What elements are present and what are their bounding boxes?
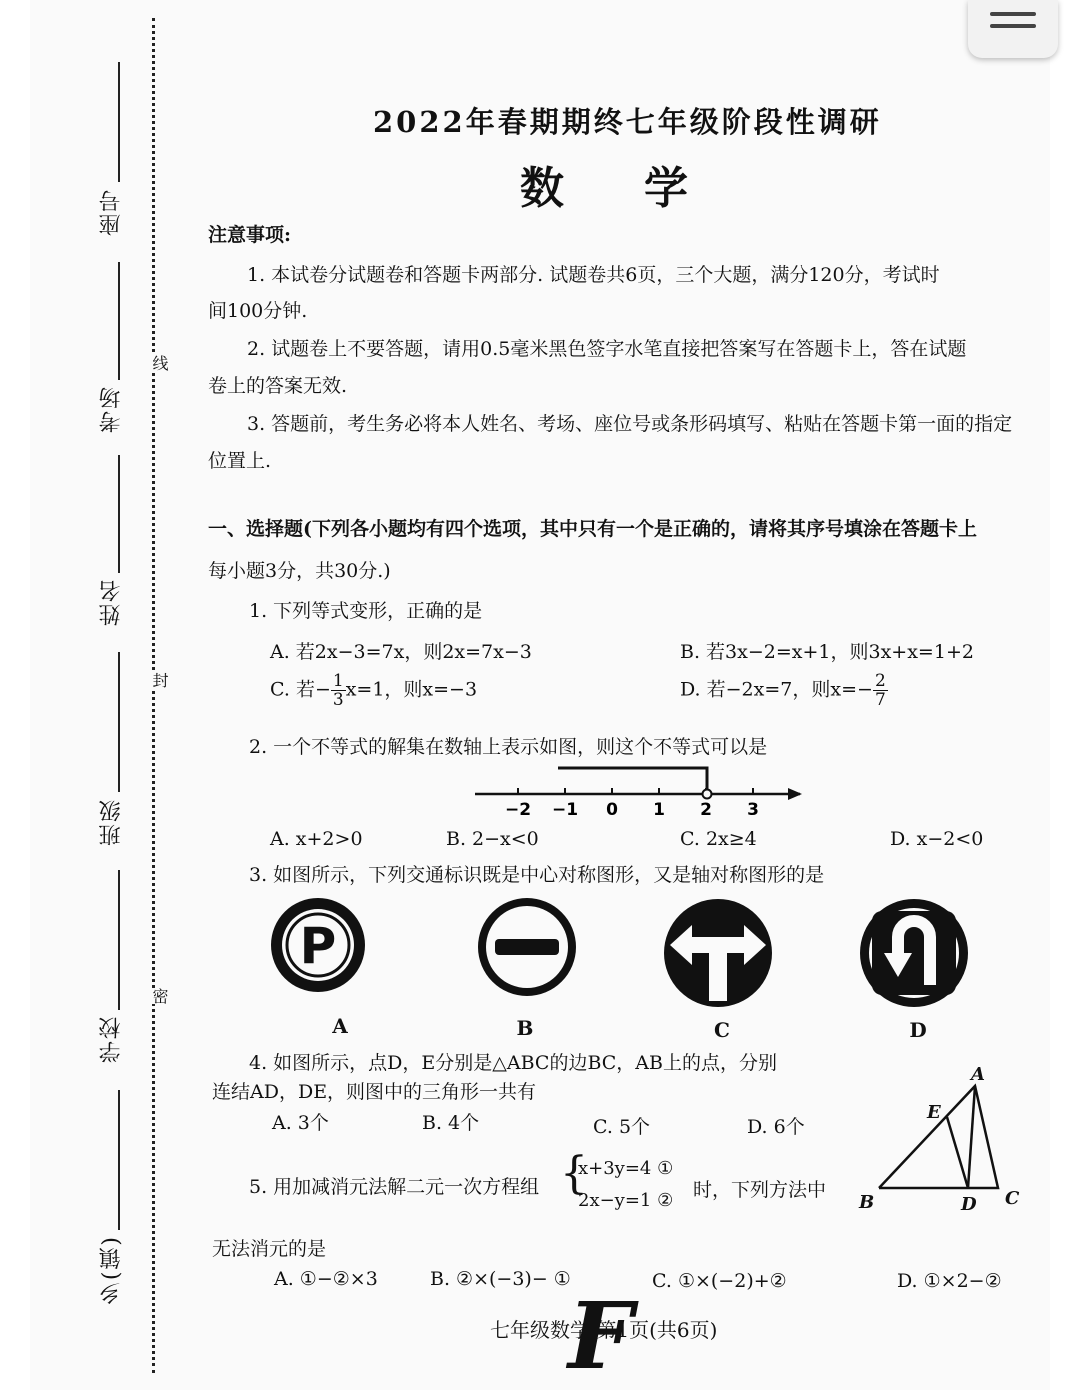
point-e-label: E (927, 1102, 941, 1123)
point-a-label: A (971, 1064, 985, 1085)
q5-equation-2: 2x−y=1 ② (578, 1190, 674, 1211)
turn-left-right-sign-icon (662, 897, 774, 1009)
township-line (118, 1090, 120, 1230)
seat-number-line (118, 62, 120, 182)
number-line-tick-label: −2 (504, 800, 532, 820)
notice-item-3-cont: 位置上. (208, 450, 272, 472)
q5-stem-end: 无法消元的是 (212, 1238, 327, 1260)
page-footer: 七年级数学 第1页(共6页) (490, 1318, 718, 1342)
hamburger-menu-icon-bar (990, 24, 1036, 28)
q1-option-b: B. 若3x−2=x+1，则3x+x=1+2 (680, 641, 974, 663)
notice-item-1-cont: 间100分钟. (208, 300, 308, 322)
open-circle-point (703, 790, 712, 799)
name-line (118, 455, 120, 573)
notice-heading: 注意事项: (208, 224, 292, 246)
parking-sign-icon (268, 895, 368, 995)
no-entry-sign-icon (475, 895, 579, 999)
exam-title: 2022年春期期终七年级阶段性调研 (373, 105, 882, 139)
q2-option-d: D. x−2<0 (890, 828, 984, 850)
q4-stem-cont: 连结AD，DE，则图中的三角形一共有 (212, 1081, 537, 1103)
seal-mark-secret: 密 (150, 988, 169, 1004)
equation-brace: { (560, 1148, 588, 1199)
q1-option-c-fraction (331, 672, 346, 709)
q1-option-d-fraction (873, 672, 888, 709)
section-1-heading: 一、选择题(下列各小题均有四个选项，其中只有一个是正确的，请将其序号填涂在答题卡上 (208, 518, 977, 540)
q2-stem: 2. 一个不等式的解集在数轴上表示如图，则这个不等式可以是 (249, 736, 768, 758)
class-line (118, 652, 120, 792)
school-label: 学校 (99, 1015, 124, 1063)
number-line-tick-label: 2 (700, 800, 712, 820)
notice-item-1: 1. 本试卷分试题卷和答题卡两部分. 试题卷共6页，三个大题，满分120分，考试时 (247, 264, 940, 286)
sign-d-label: D (909, 1018, 927, 1042)
notice-item-2: 2. 试题卷上不要答题，请用0.5毫米黑色签字水笔直接把答案写在答题卡上，答在试题 (247, 338, 967, 360)
q1-option-a: A. 若2x−3=7x，则2x=7x−3 (270, 641, 532, 663)
notice-item-2-cont: 卷上的答案无效. (208, 375, 348, 397)
q4-stem: 4. 如图所示，点D，E分别是△ABC的边BC，AB上的点，分别 (249, 1052, 777, 1074)
q5-option-b: B. ②×(−3)− ① (430, 1268, 571, 1290)
q5-option-c: C. ①×(−2)+② (652, 1270, 787, 1292)
q5-stem: 5. 用加减消元法解二元一次方程组 (249, 1176, 540, 1198)
q1-option-d-prefix: D. 若−2x=7，则x=− (680, 678, 873, 701)
q4-option-b: B. 4个 (422, 1112, 480, 1134)
q4-option-d: D. 6个 (747, 1116, 805, 1138)
number-line-diagram (470, 760, 810, 822)
section-1-heading-cont: 每小题3分，共30分.) (208, 560, 391, 582)
name-label: 姓名 (99, 578, 124, 626)
q1-option-c-denominator: 3 (332, 690, 344, 710)
q5-equation-1: x+3y=4 ① (578, 1158, 674, 1179)
number-line-tick-label: 0 (606, 800, 618, 820)
point-d-label: D (961, 1194, 977, 1214)
notice-item-3: 3. 答题前，考生务必将本人姓名、考场、座位号或条形码填写、粘贴在答题卡第一面的指定 (247, 413, 1013, 435)
sign-a-label: A (332, 1014, 348, 1038)
q1-option-c-suffix: x=1，则x=−3 (345, 678, 478, 701)
number-line-tick-label: −1 (551, 800, 579, 820)
subject-title: 数学 (520, 163, 768, 214)
q5-option-d: D. ①×2−② (897, 1270, 1002, 1292)
school-line (118, 870, 120, 1010)
q2-option-c: C. 2x≥4 (680, 828, 757, 850)
segment-de (947, 1117, 968, 1188)
q2-option-b: B. 2−x<0 (446, 828, 539, 850)
q1-stem: 1. 下列等式变形，正确的是 (249, 600, 483, 622)
sign-b-label: B (516, 1016, 534, 1040)
triangle-diagram (855, 1062, 1030, 1214)
q5-option-a: A. ①−②×3 (274, 1268, 378, 1290)
solution-set-mark (558, 768, 707, 790)
q5-stem-cont: 时，下列方法中 (693, 1179, 827, 1201)
q4-option-a: A. 3个 (272, 1112, 329, 1134)
q1-option-c (270, 672, 477, 709)
sign-c-label: C (714, 1018, 730, 1042)
seat-number-label: 座号 (99, 188, 124, 236)
q2-option-a: A. x+2>0 (270, 828, 363, 850)
q4-option-c: C. 5个 (593, 1116, 651, 1138)
seal-mark-seal: 封 (150, 672, 169, 688)
segment-ad (968, 1086, 975, 1188)
number-line-tick-label: 1 (653, 800, 665, 820)
binding-dotted-line (152, 18, 155, 1373)
u-turn-sign-icon (858, 897, 970, 1009)
q1-option-d (680, 672, 888, 709)
class-label: 班级 (99, 798, 124, 846)
arrow-right-icon (788, 788, 802, 800)
point-c-label: C (1005, 1188, 1020, 1209)
parking-sign-letter: P (299, 917, 337, 975)
seal-mark-line: 线 (150, 355, 169, 371)
number-line-tick-label: 3 (747, 800, 759, 820)
q1-option-d-numerator: 2 (874, 671, 886, 691)
q1-option-c-numerator: 1 (332, 671, 344, 691)
exam-room-line (118, 262, 120, 380)
hamburger-menu-icon (990, 12, 1036, 16)
menu-button[interactable] (968, 0, 1058, 58)
q3-stem: 3. 如图所示，下列交通标识既是中心对称图形，又是轴对称图形的是 (249, 864, 825, 886)
township-label: 乡(镇) (99, 1235, 124, 1305)
q1-option-d-denominator: 7 (874, 690, 886, 710)
point-b-label: B (859, 1192, 875, 1213)
q1-option-c-prefix: C. 若− (270, 678, 331, 701)
paper-stamp-letter: F (568, 1282, 634, 1390)
exam-room-label: 考场 (99, 385, 124, 433)
